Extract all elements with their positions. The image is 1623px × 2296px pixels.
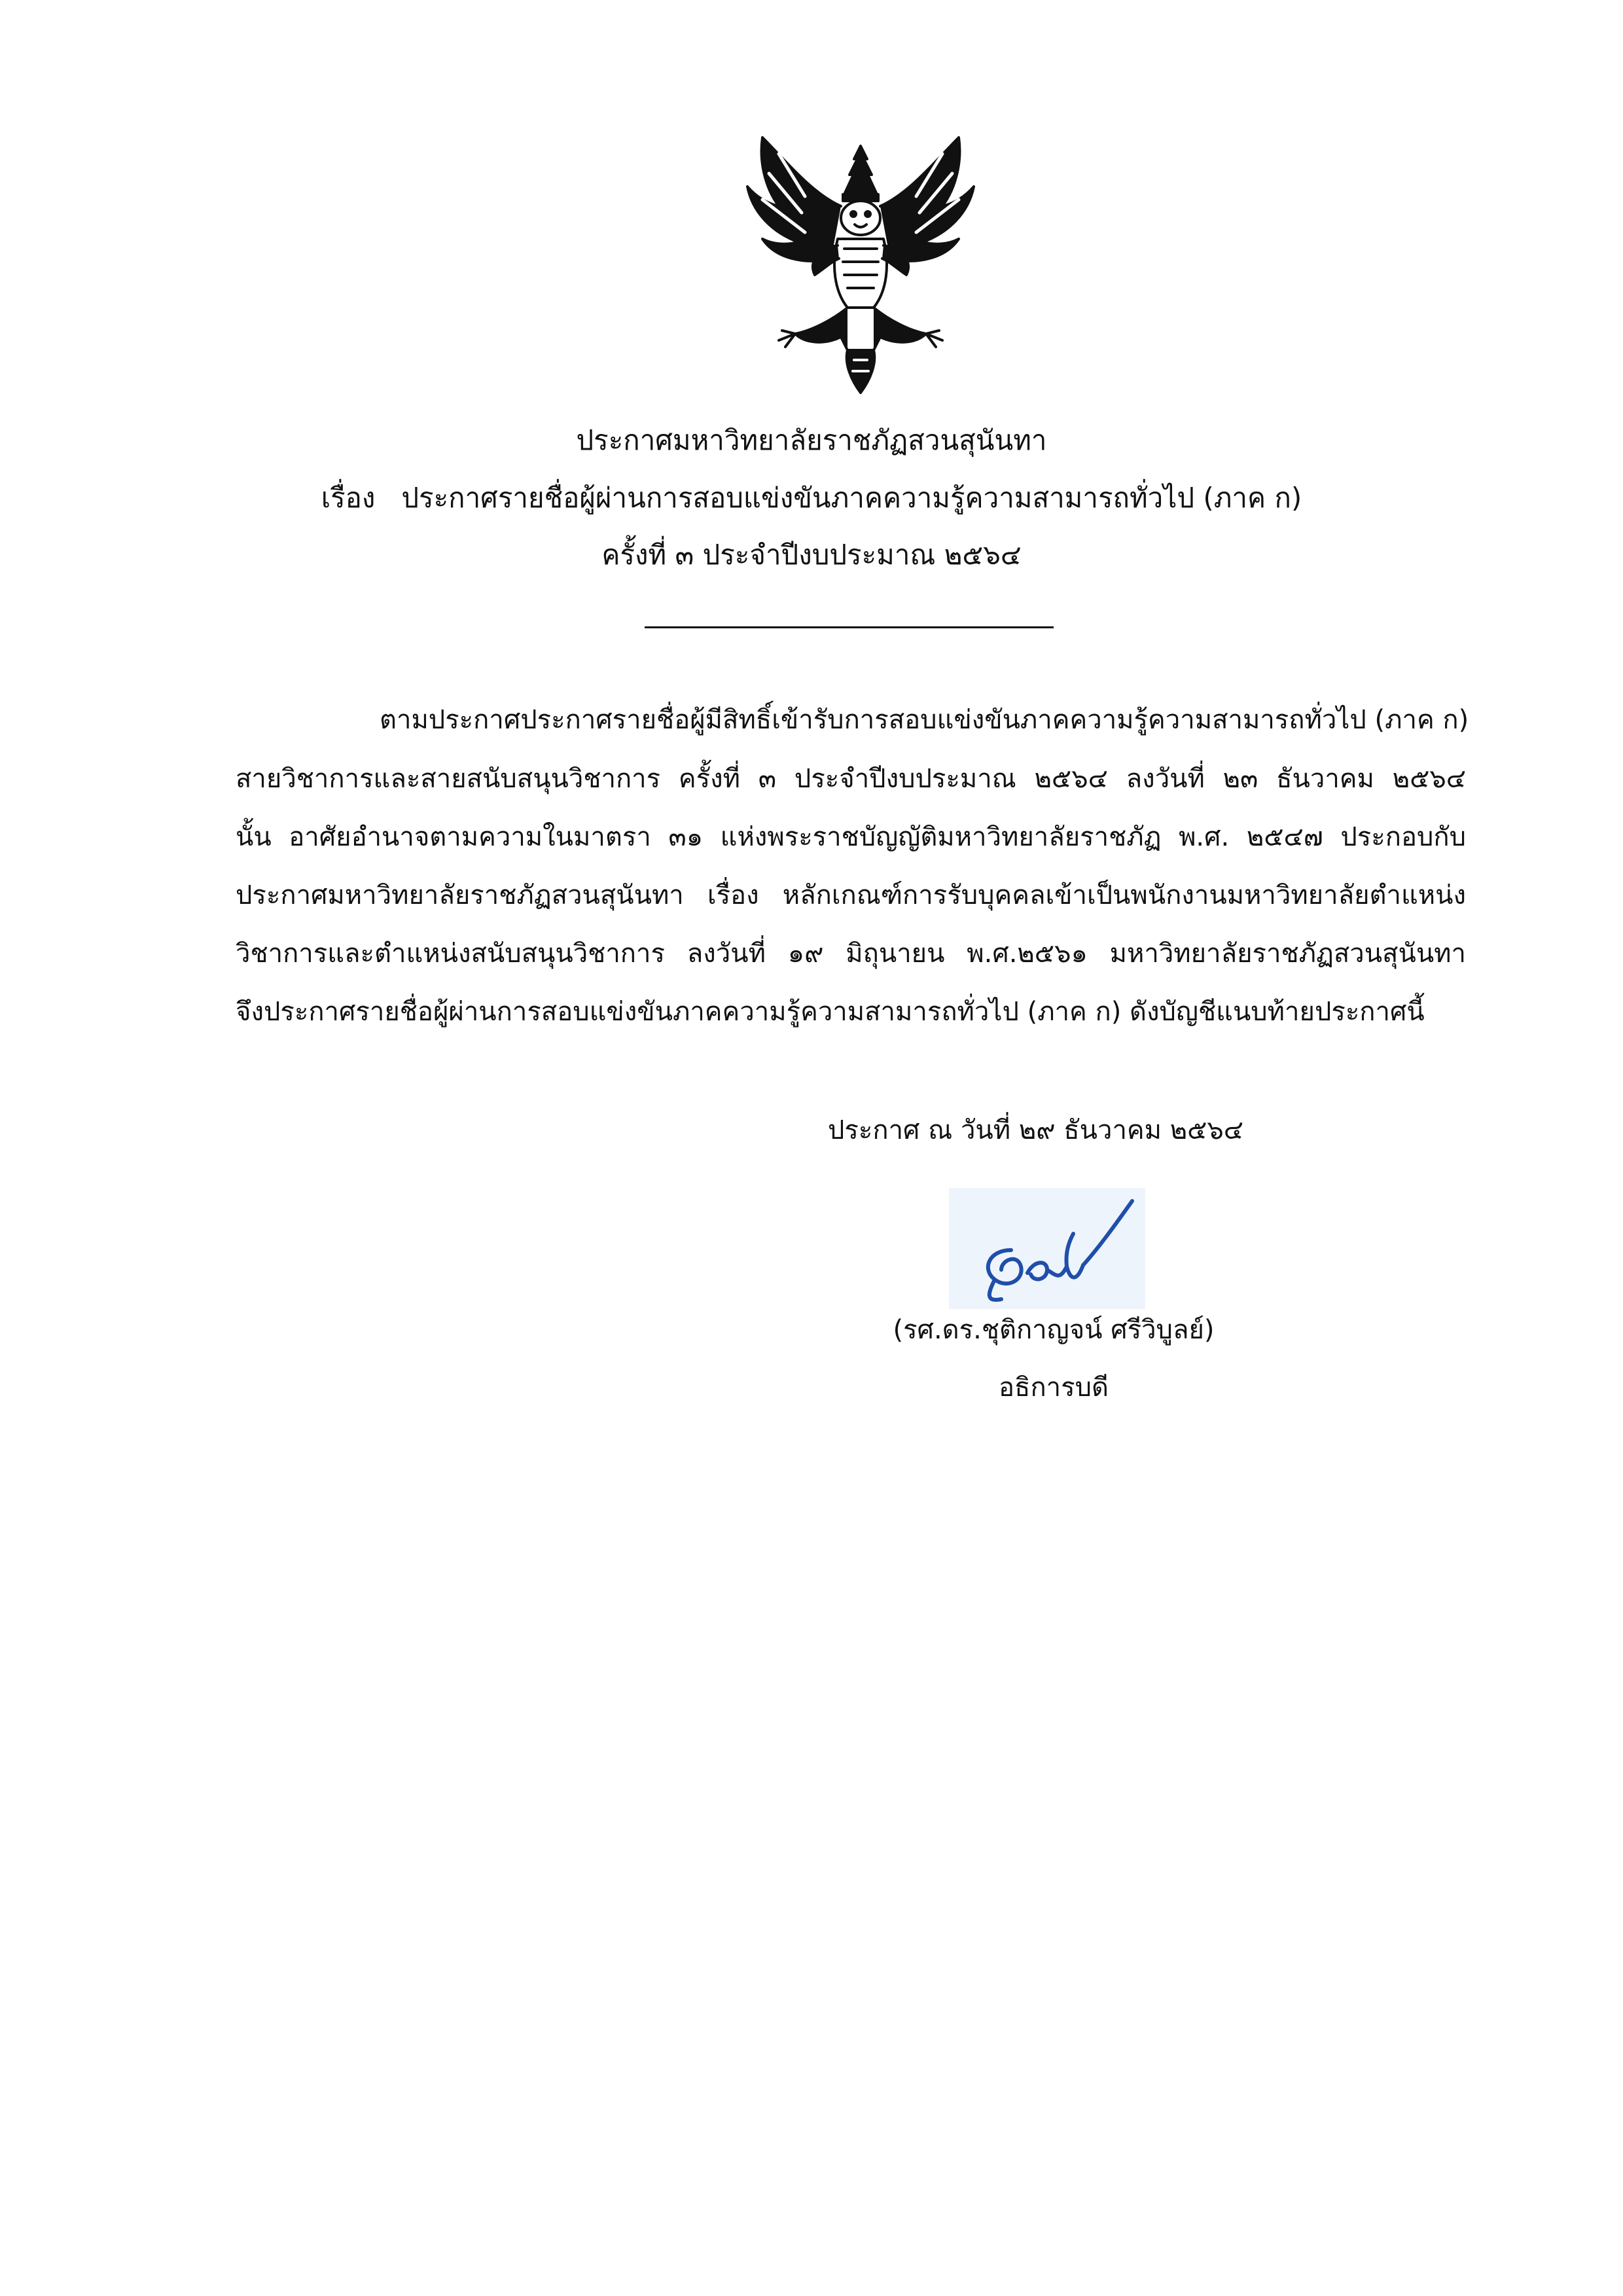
garuda-emblem-icon bbox=[733, 134, 988, 396]
round-line: ครั้งที่ ๓ ประจำปีงบประมาณ ๒๕๖๔ bbox=[601, 539, 1022, 571]
subject-line bbox=[0, 480, 1623, 516]
issuer-title: ประกาศมหาวิทยาลัยราชภัฏสวนสุนันทา bbox=[576, 424, 1047, 456]
header-divider bbox=[645, 626, 1054, 628]
body-paragraph-line: ตามประกาศประกาศรายชื่อผู้มีสิทธิ์เข้ารับการสอบแข่งขันภาคความรู้ความสามารถทั่วไป (ภาค ก) bbox=[380, 705, 1469, 735]
handwritten-signature bbox=[949, 1188, 1145, 1309]
body-paragraph-line: จึงประกาศรายชื่อผู้ผ่านการสอบแข่งขันภาคความรู้ความสามารถทั่วไป (ภาค ก) ดังบัญชีแนบท้ายประกาศนี้ bbox=[236, 997, 1425, 1027]
signer-position: อธิการบดี bbox=[999, 1372, 1109, 1403]
subject-label: เรื่อง bbox=[321, 482, 376, 514]
announcement-date: ประกาศ ณ วันที่ ๒๙ ธันวาคม ๒๕๖๔ bbox=[828, 1115, 1244, 1145]
body-paragraph-line: วิชาการและตำแหน่งสนับสนุนวิชาการ ลงวันที่ ๑๙ มิถุนายน พ.ศ.๒๕๖๑ มหาวิทยาลัยราชภัฏสวนสุนันทา bbox=[236, 939, 1466, 969]
subject-text: ประกาศรายชื่อผู้ผ่านการสอบแข่งขันภาคความรู้ความสามารถทั่วไป (ภาค ก) bbox=[401, 482, 1302, 514]
body-paragraph-line: ประกาศมหาวิทยาลัยราชภัฏสวนสุนันทา เรื่อง หลักเกณฑ์การรับบุคคลเข้าเป็นพนักงานมหาวิทยาลัยตำแหน่ง bbox=[236, 880, 1466, 910]
body-paragraph-line: สายวิชาการและสายสนับสนุนวิชาการ ครั้งที่ ๓ ประจำปีงบประมาณ ๒๕๖๔ ลงวันที่ ๒๓ ธันวาคม ๒๕๖๔ bbox=[236, 764, 1466, 794]
body-paragraph-line: นั้น อาศัยอำนาจตามความในมาตรา ๓๑ แห่งพระราชบัญญัติมหาวิทยาลัยราชภัฏ พ.ศ. ๒๕๔๗ ประกอบกับ bbox=[236, 822, 1466, 852]
signer-name: (รศ.ดร.ชุติกาญจน์ ศรีวิบูลย์) bbox=[893, 1315, 1215, 1345]
